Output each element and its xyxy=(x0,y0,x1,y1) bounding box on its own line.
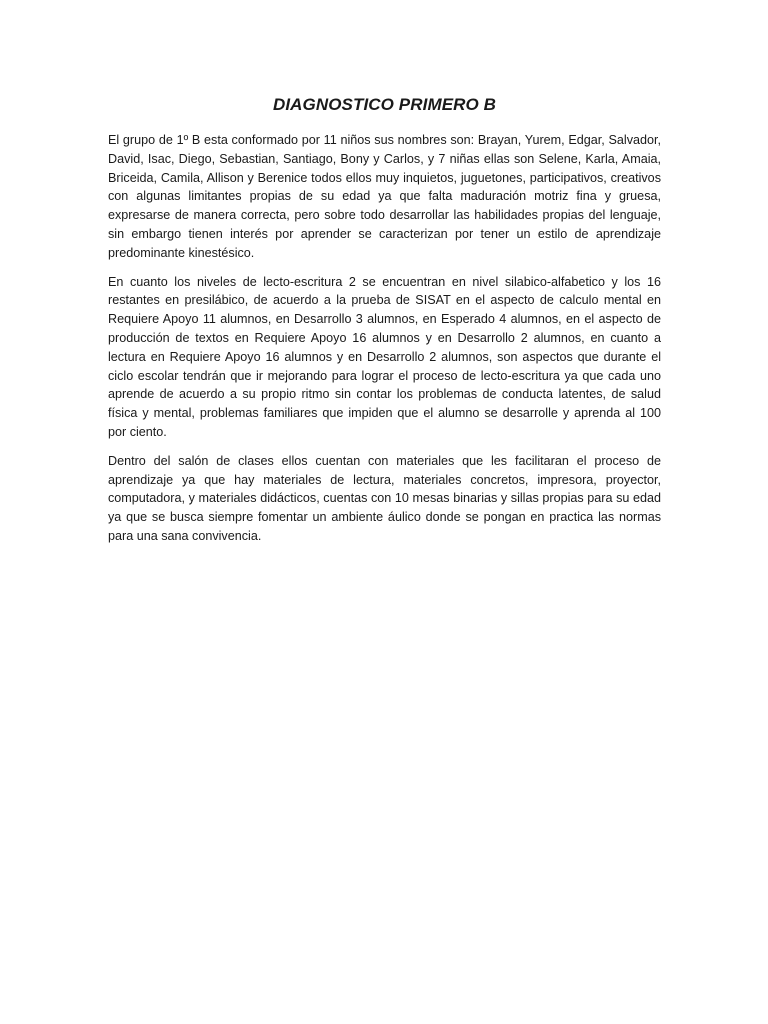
paragraph-classroom-materials: Dentro del salón de clases ellos cuentan con materiales que les facilitaran el proceso de aprendizaje ya que hay materiales de lectura, materiales concretos, impresora, proyector, computadora, y materiales didácticos, cuentas con 10 mesas binarias y sillas propias para su edad ya que se busca siempre fomentar un ambiente áulico donde se pongan en practica las normas para una sana convivencia. xyxy=(108,453,661,543)
document-title: DIAGNOSTICO PRIMERO B xyxy=(272,95,497,114)
document-page xyxy=(108,94,661,556)
paragraph-students: El grupo de 1º B esta conformado por 11 niños sus nombres son: Brayan, Yurem, Edgar, Salvador, David, Isac, Diego, Sebastian, Santiago, Bony y Carlos, y 7 niñas ellas son Selene, Karla, Amaia, Briceida, Camila, Allison y Berenice todos ellos muy inquietos, juguetones, participativos, creativos con algunas limitantes propias de su edad ya que falta maduración motriz fina y gruesa, expresarse de manera correcta, pero sobre todo desarrollar las habilidades propias del lenguaje, sin embargo tienen interés por aprender se caracterizan por tener un estilo de aprendizaje predominante kinestésico. xyxy=(108,133,661,260)
paragraph-literacy-levels: En cuanto los niveles de lecto-escritura 2 se encuentran en nivel silabico-alfabetico y los 16 restantes en presilábico, de acuerdo a la prueba de SISAT en el aspecto de calculo mental en Requiere Apoyo 11 alumnos, en Desarrollo 3 alumnos, en Esperado 4 alumnos, en el aspecto de producción de textos en Requiere Apoyo 16 alumnos y en Desarrollo 2 alumnos, en cuanto a lectura en Requiere Apoyo 16 alumnos y en Desarrollo 2 alumnos, son aspectos que durante el ciclo escolar tendrán que ir mejorando para lograr el proceso de lecto-escritura ya que cada uno aprende de acuerdo a su propio ritmo sin contar los problemas de conducta latentes, de salud física y mental, problemas familiares que impiden que el alumno se desarrolle y aprenda al 100 por ciento. xyxy=(108,274,661,439)
